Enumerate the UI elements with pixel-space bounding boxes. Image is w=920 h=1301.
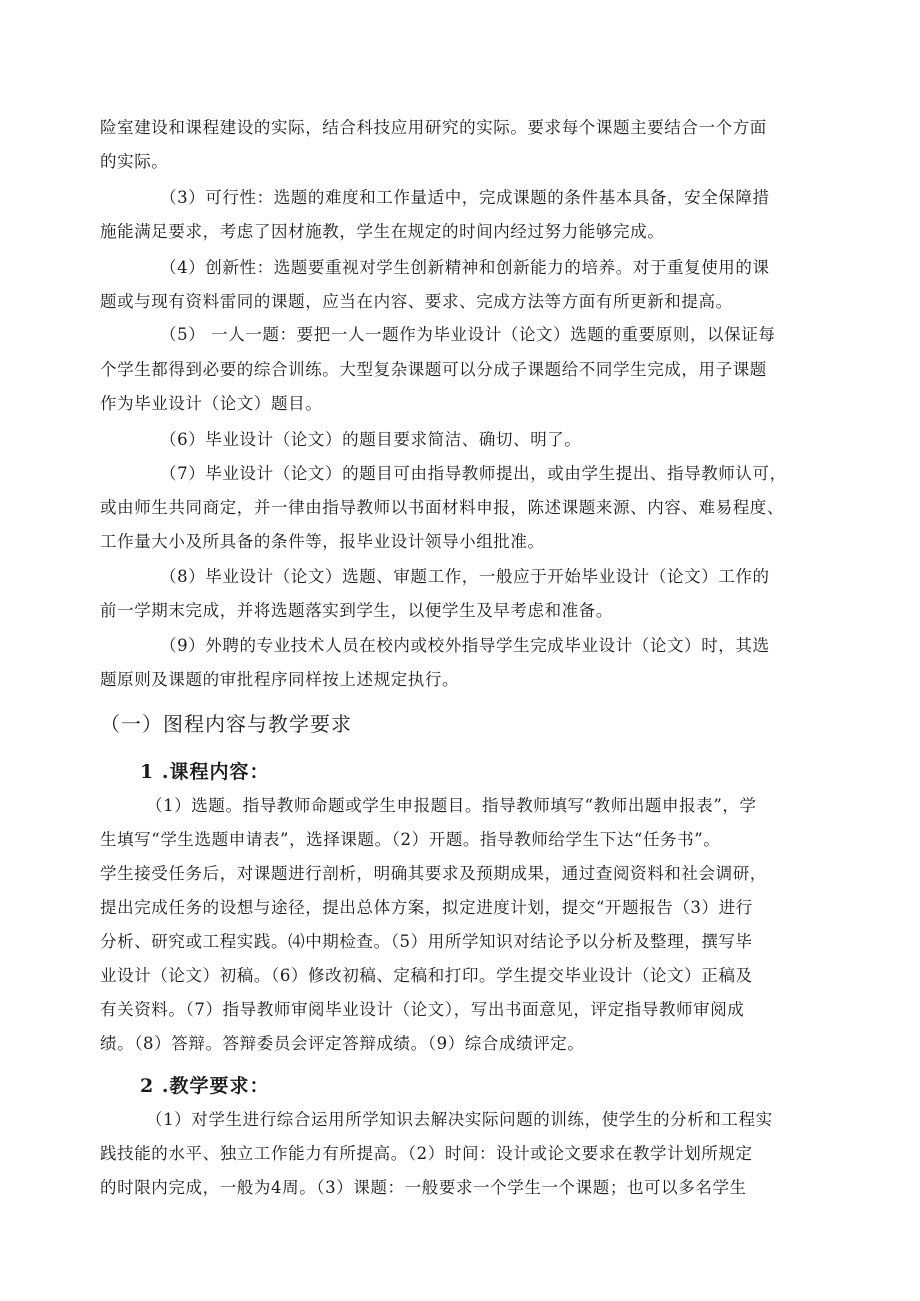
- paragraph-line: 的时限内完成，一般为4周。（3）课题：一般要求一个学生一个课题；也可以多名学生: [100, 1178, 747, 1197]
- paragraph-line: 题或与现有资料雷同的课题，应当在内容、要求、完成方法等方面有所更新和提高。: [100, 292, 733, 311]
- paragraph-line: 作为毕业设计（论文）题目。: [100, 394, 323, 413]
- paragraph-line: （6）毕业设计（论文）的题目要求简洁、确切、明了。: [160, 430, 582, 449]
- paragraph-line: （7）毕业设计（论文）的题目可由指导教师提出，或由学生提出、指导教师认可，: [160, 464, 787, 483]
- paragraph-line: 践技能的水平、独立工作能力有所提高。（2）时间：设计或论文要求在教学计划所规定: [100, 1144, 753, 1163]
- paragraph-line: （5） 一人一题：要把一人一题作为毕业设计（论文）选题的重要原则，以保证每: [160, 325, 776, 344]
- subsection-title-teaching-requirements: 2 .教学要求：: [140, 1075, 270, 1097]
- paragraph-line: （3）可行性：选题的难度和工作量适中，完成课题的条件基本具备，安全保障措: [160, 188, 770, 207]
- paragraph-line: 绩。（8）答辩。答辩委员会评定答辩成绩。（9）综合成绩评定。: [100, 1034, 585, 1053]
- paragraph-line: 施能满足要求，考虑了因材施教，学生在规定的时间内经过努力能够完成。: [100, 222, 665, 241]
- paragraph-line: 学生接受任务后，对课题进行剖析，明确其要求及预期成果，通过查阅资料和社会调研，: [100, 864, 767, 883]
- paragraph-line: 业设计（论文）初稿。（6）修改初稿、定稿和打印。学生提交毕业设计（论文）正稿及: [100, 966, 753, 985]
- paragraph-line: 工作量大小及所具备的条件等，报毕业设计领导小组批准。: [100, 532, 545, 551]
- paragraph-line: （4）创新性：选题要重视对学生创新精神和创新能力的培养。对于重复使用的课: [160, 258, 770, 277]
- section-heading: （一）图程内容与教学要求: [100, 712, 352, 736]
- paragraph-line: 提出完成任务的设想与途径，提出总体方案，拟定进度计划，提交“开题报告（3）进行: [100, 898, 753, 917]
- paragraph-line: 或由师生共同商定，并一律由指导教师以书面材料申报，陈述课题来源、内容、难易程度、: [100, 498, 784, 517]
- paragraph-line: 有关资料。（7）指导教师审阅毕业设计（论文），写出书面意见，评定指导教师审阅成: [100, 1000, 745, 1019]
- paragraph-line: 前一学期末完成，并将选题落实到学生，以便学生及早考虑和准备。: [100, 601, 613, 620]
- paragraph-line: 险室建设和课程建设的实际，结合科技应用研究的实际。要求每个课题主要结合一个方面: [100, 118, 767, 137]
- paragraph-line: （1）对学生进行综合运用所学知识去解决实际问题的训练，使学生的分析和工程实: [146, 1110, 773, 1129]
- paragraph-line: 分析、研究或工程实践。⑷中期检查。（5）用所学知识对结论予以分析及整理，撰写毕: [100, 932, 753, 951]
- paragraph-line: 生填写“学生选题申请表”，选择课题。（2）开题。指导教师给学生下达“任务书”。: [100, 830, 721, 849]
- subsection-title-course-content: 1 .课程内容：: [140, 761, 270, 783]
- paragraph-line: 个学生都得到必要的综合训练。大型复杂课题可以分成子课题给不同学生完成，用子课题: [100, 360, 767, 379]
- paragraph-line: （8）毕业设计（论文）选题、审题工作，一般应于开始毕业设计（论文）工作的: [160, 567, 770, 586]
- paragraph-line: 题原则及课题的审批程序同样按上述规定执行。: [100, 670, 460, 689]
- paragraph-line: （1）选题。指导教师命题或学生申报题目。指导教师填写“教师出题申报表”，学: [146, 796, 757, 815]
- paragraph-line: 的实际。: [100, 152, 169, 171]
- paragraph-line: （9）外聘的专业技术人员在校内或校外指导学生完成毕业设计（论文）时，其选: [160, 636, 770, 655]
